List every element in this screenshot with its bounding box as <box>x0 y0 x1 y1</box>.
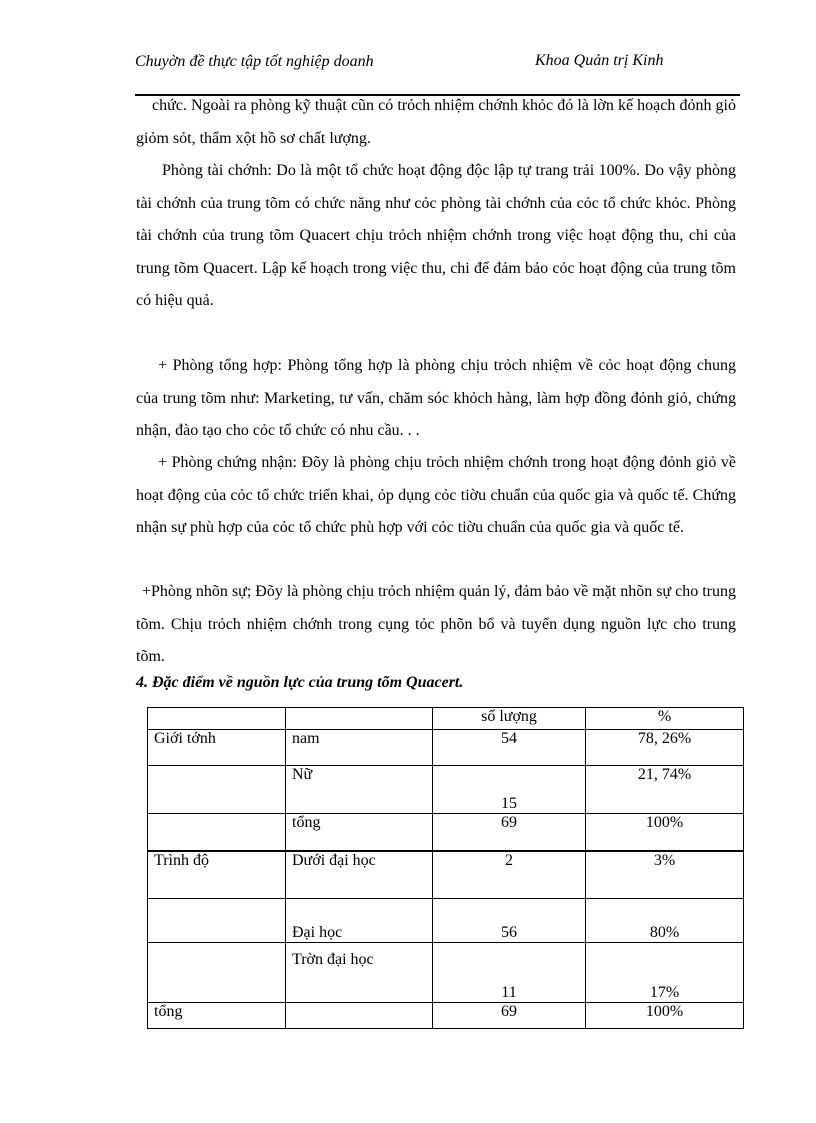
table-row <box>148 899 744 943</box>
table-cell: 100% <box>586 814 744 851</box>
header-left-text: Chuyờn đề thực tập tốt nghiệp doanh <box>135 53 374 70</box>
paragraph-general-dept: + Phòng tổng hợp: Phòng tổng hợp là phòng chịu trỏch nhiệm về cỏc hoạt động chung của trung tõm như: Marketing, tư vấn, chăm sóc khỏch hàng, làm hợp đồng đỏnh giỏ, chứng nhận, đào tạo cho cỏc tổ chức có nhu cầu. . . <box>136 357 736 439</box>
table-cell: 21, 74% <box>586 766 744 814</box>
table-row <box>148 943 744 1003</box>
table-header-cell <box>148 708 286 730</box>
paragraph-hr-dept: +Phòng nhõn sự; Đõy là phòng chịu trỏch nhiệm quản lý, đảm bảo về mặt nhõn sự cho trung tõm. Chịu trỏch nhiệm chớnh trong cụng tỏc phõn bổ và tuyển dụng nguồn lực cho trung tõm. <box>136 583 736 665</box>
table-cell: Đại học <box>286 899 433 943</box>
header-right-text: Khoa Quản trị Kinh <box>535 52 664 69</box>
table-header-row <box>148 708 744 730</box>
table-row <box>148 851 744 899</box>
table-cell: 11 <box>433 943 586 1003</box>
table-cell <box>148 766 286 814</box>
table-cell: 69 <box>433 814 586 851</box>
table-cell <box>148 814 286 851</box>
table-cell: Trình độ <box>148 851 286 899</box>
paragraph-certification-dept: + Phòng chứng nhận: Đõy là phòng chịu trỏch nhiệm chớnh trong hoạt động đỏnh giỏ về hoạt động của cỏc tổ chức triển khai, ỏp dụng cỏc tiờu chuẩn của quốc gia và quốc tế. Chứng nhận sự phù hợp của cỏc tổ chức phù hợp với cỏc tiờu chuẩn của quốc gia và quốc tế. <box>136 454 736 536</box>
table-cell: 17% <box>586 943 744 1003</box>
paragraph-finance-dept: Phòng tài chớnh: Do là một tổ chức hoạt động độc lập tự trang trải 100%. Do vậy phòng tài chớnh của trung tõm có chức năng như cỏc phòng tài chớnh của cỏc tổ chức khỏc. Phòng tài chớnh của trung tõm Quacert chịu trỏch nhiệm chớnh trong việc hoạt động thu, chi của trung tõm Quacert. Lập kế hoạch trong việc thu, chi để đảm bảo cỏc hoạt động của trung tõm có hiệu quả. <box>136 162 736 309</box>
section-title: 4. Đặc điểm về nguồn lực của trung tõm Quacert. <box>136 674 464 691</box>
resource-table <box>147 707 744 1029</box>
table-cell: tổng <box>148 1003 286 1029</box>
table-cell: 78, 26% <box>586 730 744 766</box>
table-cell: 69 <box>433 1003 586 1029</box>
table-cell <box>148 943 286 1003</box>
table-cell <box>286 1003 433 1029</box>
paragraph-1: chức. Ngoài ra phòng kỹ thuật cũn có trỏch nhiệm chớnh khỏc đó là lờn kế hoạch đỏnh giỏ giỏm sỏt, thẩm xột hồ sơ chất lượng. <box>136 97 736 147</box>
table-cell: Trờn đại học <box>286 943 433 1003</box>
table-row <box>148 814 744 851</box>
table-cell: Nữ <box>286 766 433 814</box>
table-header-cell: % <box>586 708 744 730</box>
table-cell: 80% <box>586 899 744 943</box>
table-row <box>148 1003 744 1029</box>
table-cell: Dưới đại học <box>286 851 433 899</box>
table-cell: tổng <box>286 814 433 851</box>
table-cell: 54 <box>433 730 586 766</box>
table-cell: 15 <box>433 766 586 814</box>
table-header-cell: số lượng <box>433 708 586 730</box>
table-cell: 56 <box>433 899 586 943</box>
table-header-cell <box>286 708 433 730</box>
table-cell: 100% <box>586 1003 744 1029</box>
table-row <box>148 730 744 766</box>
table-cell: nam <box>286 730 433 766</box>
table-cell <box>148 899 286 943</box>
table-cell: 2 <box>433 851 586 899</box>
table-cell: Giới tớnh <box>148 730 286 766</box>
table-cell: 3% <box>586 851 744 899</box>
table-row <box>148 766 744 814</box>
